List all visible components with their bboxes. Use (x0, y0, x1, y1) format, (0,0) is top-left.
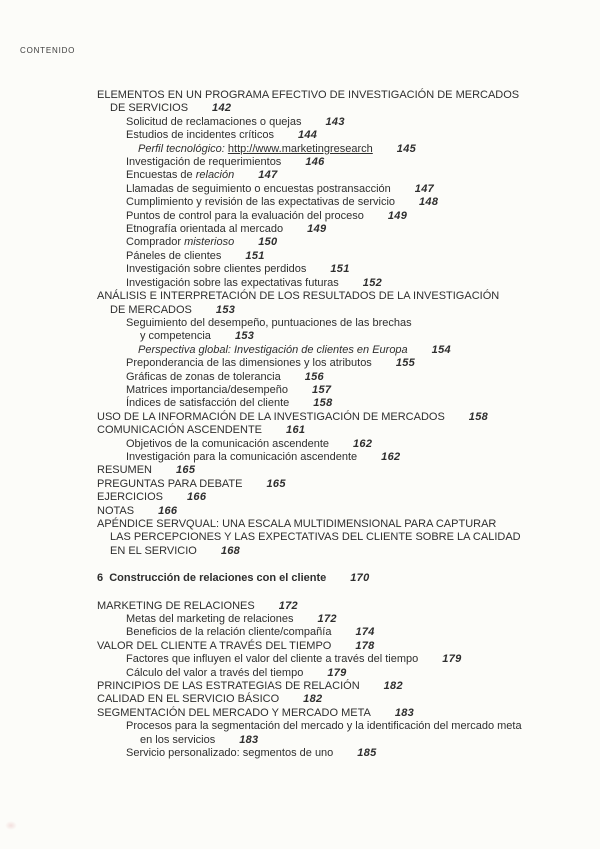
toc-page-number: 179 (327, 666, 347, 679)
toc-page-number: 147 (258, 169, 278, 182)
toc-page-number: 151 (245, 249, 265, 262)
toc-line (97, 518, 594, 531)
toc-entry-text: Gráficas de zonas de tolerancia (126, 370, 281, 383)
toc-page-number: 144 (297, 129, 318, 142)
toc-entry-text: Índices de satisfacción del cliente (126, 397, 290, 410)
toc-entry-text: Seguimiento del desempeño, puntuaciones de las brechas (126, 316, 412, 329)
running-header: CONTENIDO (20, 46, 76, 55)
toc-page-number: 172 (317, 613, 337, 626)
toc-page-number: 148 (419, 196, 439, 209)
toc-page-number: 178 (355, 639, 375, 652)
toc-entry-text: APÉNDICE SERVQUAL: UNA ESCALA MULTIDIMENSIONAL PARA CAPTURAR (97, 518, 497, 530)
toc-entry-text: Perspectiva global: Investigación de clientes en Europa (138, 343, 408, 356)
toc-line (126, 196, 594, 209)
toc-entry-text: USO DE LA INFORMACIÓN DE LA INVESTIGACIÓN DE MERCADOS (97, 410, 445, 423)
toc-page-number: 183 (394, 706, 415, 719)
toc-line (97, 411, 594, 424)
toc-page-number: 182 (303, 693, 323, 706)
toc-line (126, 720, 594, 733)
toc-line (97, 680, 594, 693)
toc-line (138, 344, 594, 357)
toc-entry-text: Investigación de requerimientos (126, 156, 282, 169)
toc-entry-text: Matrices importancia/desempeño (126, 383, 289, 396)
toc-line (126, 223, 594, 236)
toc-page-number: 161 (286, 424, 306, 437)
toc-line (110, 304, 594, 317)
toc-page-number: 179 (442, 653, 462, 666)
toc-page-number: 168 (220, 544, 241, 557)
toc-line (97, 505, 594, 518)
toc-entry-text: Llamadas de seguimiento o encuestas postransacción (126, 182, 391, 195)
toc-page-number: 172 (278, 599, 298, 612)
toc-line (97, 464, 594, 477)
toc-entry-text: Investigación sobre clientes perdidos (126, 263, 307, 276)
toc-line (126, 384, 594, 397)
toc-entry-text: 6 Construcción de relaciones con el cliente (97, 572, 327, 585)
toc-page-number: 155 (395, 357, 416, 370)
toc-line (126, 317, 594, 330)
toc-entry-text: Comprador (126, 236, 185, 249)
toc-page-number: 149 (387, 209, 408, 222)
toc-entry-text: Cumplimiento y revisión de las expectativas de servicio (126, 196, 396, 209)
toc-line (126, 438, 594, 451)
toc-entry-text: Preponderancia de las dimensiones y los atributos (126, 357, 372, 370)
toc-line (126, 626, 594, 639)
toc-line (126, 667, 594, 680)
toc-entry-text: Servicio personalizado: segmentos de uno (126, 747, 334, 760)
toc-entry-text: Objetivos de la comunicación ascendente (126, 437, 330, 450)
toc-entry-text: Cálculo del valor a través del tiempo (126, 666, 304, 679)
toc-line (126, 169, 594, 182)
toc-line (126, 116, 594, 129)
toc-line (126, 129, 594, 142)
toc-line (110, 531, 594, 544)
toc-entry-text: misterioso (184, 236, 235, 249)
toc-line (126, 397, 594, 410)
toc-page-number: 157 (312, 383, 332, 396)
toc-page-number: 142 (212, 102, 232, 115)
toc-page-number: 146 (305, 156, 325, 169)
toc-url-text: http://www.marketingresearch (227, 142, 373, 155)
toc-page-number: 170 (350, 572, 370, 585)
toc-entry-text: LAS PERCEPCIONES Y LAS EXPECTATIVAS DEL CLIENTE SOBRE LA CALIDAD (110, 531, 521, 544)
toc-page-number: 165 (176, 464, 196, 477)
toc-line (126, 250, 594, 263)
toc-line (97, 290, 594, 303)
toc-line (97, 424, 594, 437)
toc-page-number: 158 (313, 397, 333, 410)
toc-page-number: 156 (304, 370, 324, 383)
toc-entry-text: RESUMEN (97, 464, 153, 477)
toc-page-number: 166 (158, 504, 178, 517)
toc-page-number: 166 (187, 491, 207, 504)
toc-page-number: 154 (431, 343, 451, 356)
toc-entry-text: MARKETING DE RELACIONES (97, 599, 255, 612)
toc-page-number: 158 (468, 410, 489, 423)
toc-line (138, 143, 594, 156)
toc-page-number: 174 (355, 626, 375, 639)
toc-page-number: 165 (266, 477, 286, 490)
toc-entry-text: Solicitud de reclamaciones o quejas (126, 115, 302, 128)
toc-entry-text: Investigación sobre las expectativas futuras (126, 276, 339, 289)
toc-entry-text: PREGUNTAS PARA DEBATE (97, 477, 243, 490)
toc-entry-text: Puntos de control para la evaluación del proceso (126, 209, 364, 222)
toc-entry-text: ELEMENTOS EN UN PROGRAMA EFECTIVO DE INVESTIGACIÓN DE MERCADOS (97, 89, 520, 101)
toc-line (97, 707, 594, 720)
toc-entry-text: COMUNICACIÓN ASCENDENTE (97, 424, 263, 437)
toc-line (126, 371, 594, 384)
toc-entry-text: y competencia (140, 330, 211, 343)
table-of-contents (97, 89, 594, 761)
toc-line (126, 236, 594, 249)
toc-entry-text: Estudios de incidentes críticos (126, 129, 274, 142)
toc-page-number: 153 (215, 303, 236, 316)
toc-page-number: 143 (325, 115, 345, 128)
toc-page-number: 149 (307, 223, 327, 236)
toc-line (126, 451, 594, 464)
toc-entry-text: SEGMENTACIÓN DEL MERCADO Y MERCADO META (97, 706, 371, 719)
toc-entry-text: Encuestas de (126, 169, 196, 182)
toc-page-number: 183 (239, 733, 259, 746)
toc-entry-text: en los servicios (140, 733, 216, 746)
toc-line (126, 357, 594, 370)
toc-entry-text: Investigación para la comunicación ascendente (126, 450, 358, 463)
toc-entry-text: DE SERVICIOS (110, 102, 189, 115)
toc-line (97, 89, 594, 102)
toc-entry-text: CALIDAD EN EL SERVICIO BÁSICO (97, 693, 280, 706)
toc-line (126, 263, 594, 276)
toc-page-number: 150 (258, 236, 278, 249)
toc-page-number: 152 (362, 276, 383, 289)
toc-entry-text: ANÁLISIS E INTERPRETACIÓN DE LOS RESULTADOS DE LA INVESTIGACIÓN (97, 290, 500, 303)
toc-line (97, 693, 594, 706)
toc-entry-text: DE MERCADOS (110, 303, 192, 316)
scan-smudge-artifact (5, 821, 17, 830)
toc-chapter-heading (97, 572, 594, 585)
toc-line (97, 478, 594, 491)
toc-page-number: 153 (234, 330, 255, 343)
toc-line (126, 210, 594, 223)
toc-line (97, 600, 594, 613)
toc-page-number: 185 (357, 747, 377, 760)
toc-page-number: 145 (396, 142, 417, 155)
toc-page-number: 147 (414, 182, 435, 195)
toc-line (140, 330, 594, 343)
toc-entry-text: NOTAS (97, 504, 135, 517)
toc-line (126, 156, 594, 169)
toc-line (110, 102, 594, 115)
toc-page-number: 162 (353, 437, 373, 450)
toc-entry-text: EJERCICIOS (97, 491, 164, 504)
toc-entry-text: VALOR DEL CLIENTE A TRAVÉS DEL TIEMPO (97, 639, 332, 652)
toc-entry-text: Perfil tecnológico: (138, 142, 228, 155)
toc-line (126, 277, 594, 290)
toc-page-number: 182 (383, 680, 403, 693)
toc-entry-text: relación (195, 169, 235, 182)
toc-line (126, 653, 594, 666)
toc-line (110, 545, 594, 558)
toc-entry-text: EN EL SERVICIO (110, 544, 197, 557)
toc-entry-text: Factores que influyen el valor del cliente a través del tiempo (126, 653, 419, 666)
toc-line (97, 640, 594, 653)
toc-line (140, 734, 594, 747)
toc-entry-text: Procesos para la segmentación del mercado y la identificación del mercado meta (126, 720, 522, 733)
toc-entry-text: PRINCIPIOS DE LAS ESTRATEGIAS DE RELACIÓN (97, 680, 360, 693)
toc-line (126, 183, 594, 196)
toc-line (126, 747, 594, 760)
toc-entry-text: Beneficios de la relación cliente/compañía (126, 626, 332, 639)
toc-page-number: 151 (330, 263, 350, 276)
toc-line (126, 613, 594, 626)
toc-entry-text: Metas del marketing de relaciones (126, 613, 294, 626)
toc-line (97, 491, 594, 504)
toc-entry-text: Etnografía orientada al mercado (126, 223, 284, 236)
toc-page-number: 162 (381, 450, 401, 463)
toc-entry-text: Páneles de clientes (126, 249, 222, 262)
